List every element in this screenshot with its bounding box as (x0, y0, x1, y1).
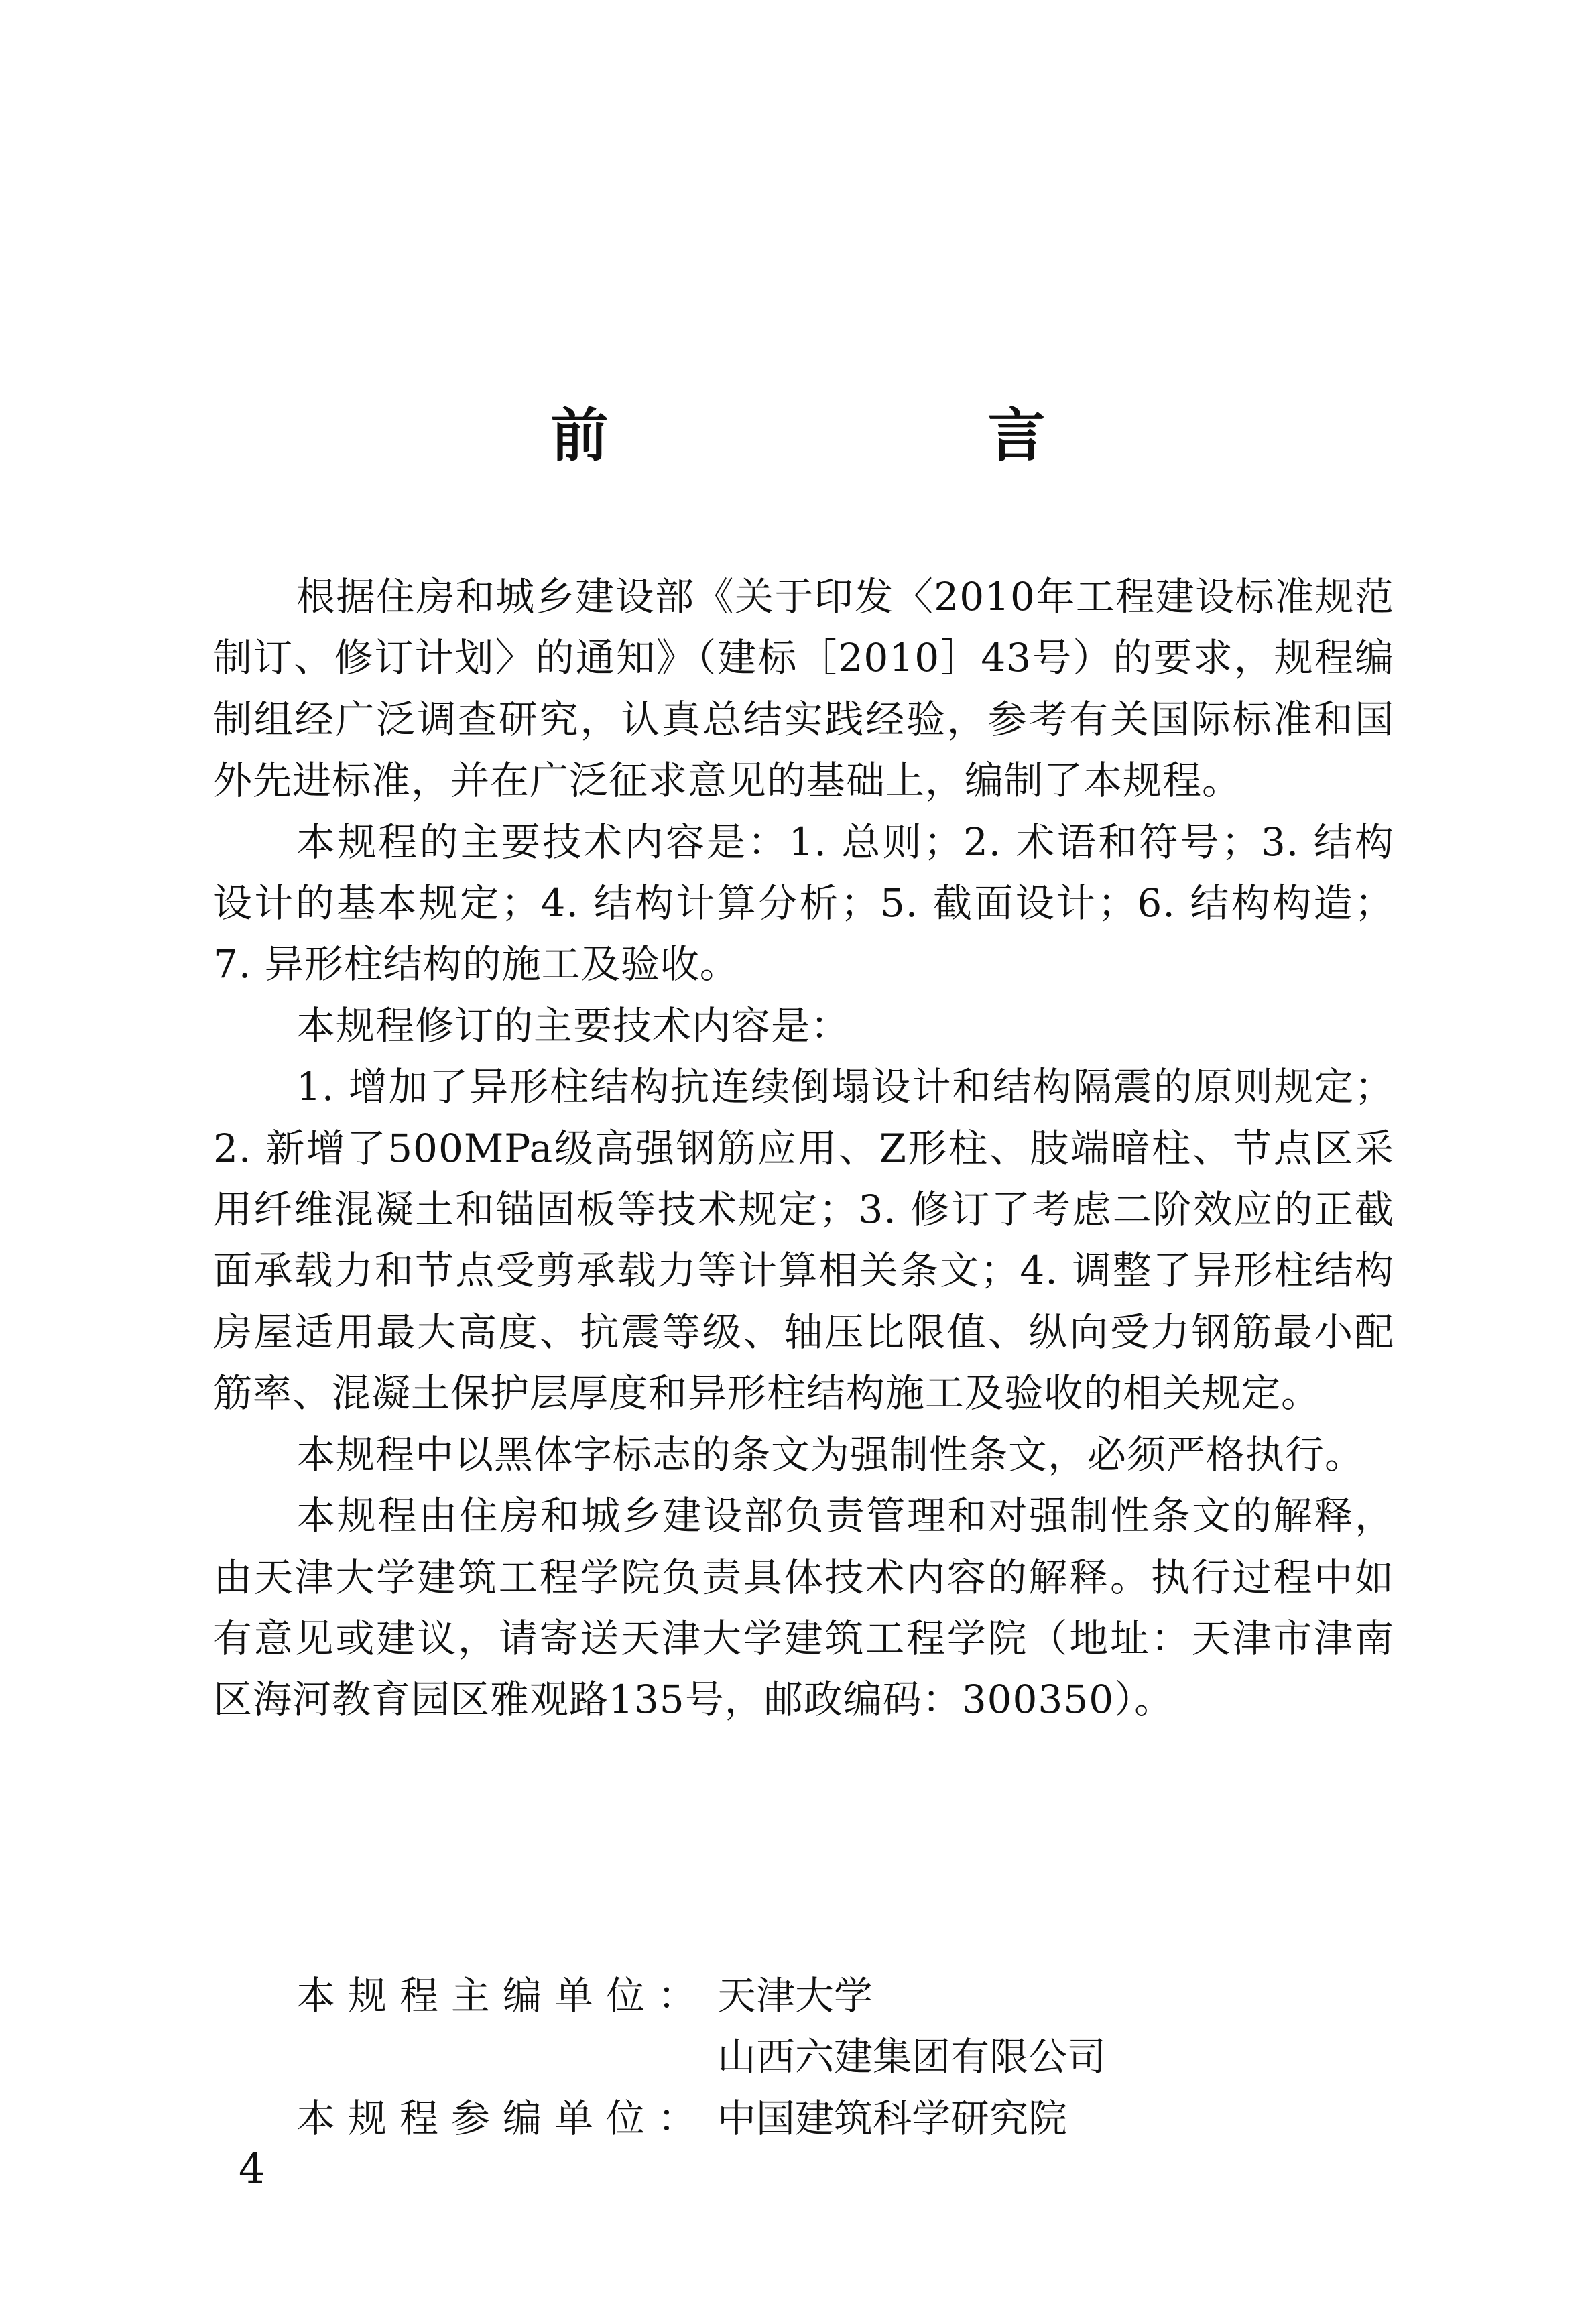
page-title: 前 言 (550, 402, 1207, 469)
chief-unit-label: 本规程主编单位： (296, 1973, 710, 2018)
paragraph-revision-items: 1. 增加了异形柱结构抗连续倒塌设计和结构隔震的原则规定；2. 新增了500MPa级高强钢筋应用、Z形柱、肢端暗柱、节点区采用纤维混凝土和锚固板等技术规定；3. 修订了考虑二阶效应的正截面承载力和节点受剪承载力等计算相关条文；4. 调整了异形柱结构房屋适用最大高度、抗震等级、轴压比限值、纵向受力钢筋最小配筋率、混凝土保护层厚度和异形柱结构施工及验收的相关规定。 (213, 1064, 1394, 1416)
participating-unit-label: 本规程参编单位： (296, 2095, 710, 2141)
participating-unit-name: 中国建筑科学研究院 (717, 2095, 1068, 2141)
page-number: 4 (239, 2144, 265, 2193)
chief-unit-name: 山西六建集团有限公司 (717, 2034, 1107, 2080)
paragraph-management: 本规程由住房和城乡建设部负责管理和对强制性条文的解释，由天津大学建筑工程学院负责具体技术内容的解释。执行过程中如有意见或建议，请寄送天津大学建筑工程学院（地址：天津市津南区海河教育园区雅观路135号，邮政编码：300350）。 (213, 1493, 1394, 1723)
chief-unit-name: 天津大学 (717, 1973, 873, 2018)
paragraph-mandatory-clauses: 本规程中以黑体字标志的条文为强制性条文，必须严格执行。 (296, 1431, 1365, 1477)
paragraph-revision-intro: 本规程修订的主要技术内容是： (296, 1002, 851, 1048)
preface-body (213, 566, 1394, 1731)
paragraph-main-content: 本规程的主要技术内容是：1. 总则；2. 术语和符号；3. 结构设计的基本规定；4. 结构计算分析；5. 截面设计；6. 结构构造；7. 异形柱结构的施工及验收。 (213, 818, 1394, 987)
paragraph-basis: 根据住房和城乡建设部《关于印发〈2010年工程建设标准规范制订、修订计划〉的通知》（建标［2010］43号）的要求，规程编制组经广泛调查研究，认真总结实践经验，参考有关国际标准和国外先进标准，并在广泛征求意见的基础上，编制了本规程。 (213, 574, 1394, 804)
